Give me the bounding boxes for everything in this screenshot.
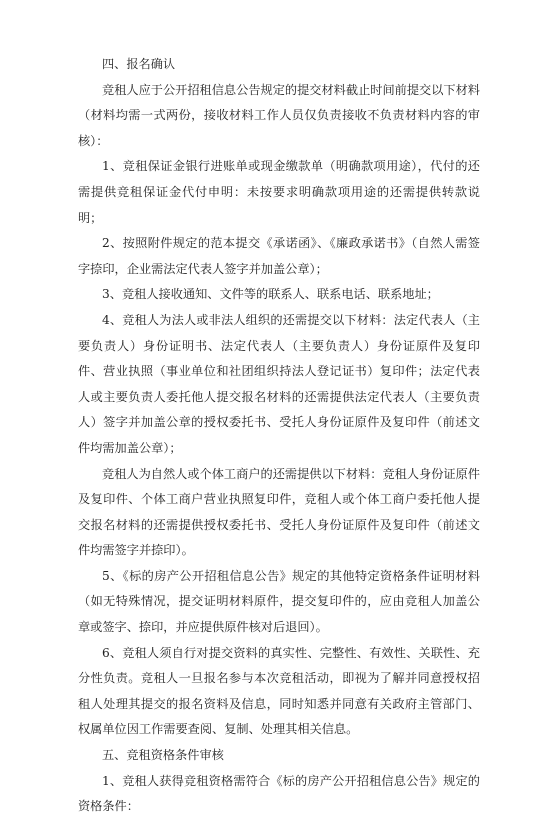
item-1-paragraph: 1、竞租保证金银行进账单或现金缴款单（明确款项用途），代付的还需提供竞租保证金代付申明：未按要求明确款项用途的还需提供转款说明； (78, 159, 480, 225)
item-6-paragraph: 6、竞租人须自行对提交资料的真实性、完整性、有效性、关联性、充分性负责。竞租人一旦报名参与本次竞租活动，即视为了解并同意授权招租人处理其提交的报名资料及信息，同时知悉并同意有关政府主管部门、权属单位因工作需要查阅、复制、处理其相关信息。 (78, 645, 480, 737)
item-2-paragraph: 2、按照附件规定的范本提交《承诺函》、《廉政承诺书》（自然人需签字捺印，企业需法定代表人签字并加盖公章）； (78, 236, 480, 276)
intro-paragraph: 竞租人应于公开招租信息公告规定的提交材料截止时间前提交以下材料（材料均需一式两份，接收材料工作人员仅负责接收不负责材料内容的审核）： (78, 82, 480, 148)
section-5-item-1-paragraph: 1、竞租人获得竞租资格需符合《标的房产公开招租信息公告》规定的资格条件： (78, 773, 480, 814)
item-5-paragraph: 5、《标的房产公开招租信息公告》规定的其他特定资格条件证明材料（如无特殊情况，提交证明材料原件，提交复印件的，应由竞租人加盖公章或签字、捺印，并应提供原件核对后退回）。 (78, 568, 480, 635)
item-4b-paragraph: 竞租人为自然人或个体工商户的还需提供以下材料：竞租人身份证原件及复印件、个体工商户营业执照复印件，竞租人或个体工商户委托他人提交报名材料的还需提供授权委托书、受托人身份证原件及复印件（前述文件均需签字并捺印）。 (78, 466, 480, 558)
section-4-title: 四、报名确认 (102, 57, 176, 71)
item-4-paragraph: 4、竞租人为法人或非法人组织的还需提交以下材料：法定代表人（主要负责人）身份证明书、法定代表人（主要负责人）身份证原件及复印件、营业执照（事业单位和社团组织持法人登记证书）复印件；法定代表人或主要负责人委托他人提交报名材料的还需提供法定代表人（主要负责人）签字并加盖公章的授权委托书、受托人身份证原件及复印件（前述文件均需加盖公章）； (78, 312, 480, 455)
item-3-paragraph: 3、竞租人接收通知、文件等的联系人、联系电话、联系地址； (102, 287, 439, 302)
section-5-title: 五、竞租资格条件审核 (102, 748, 224, 763)
